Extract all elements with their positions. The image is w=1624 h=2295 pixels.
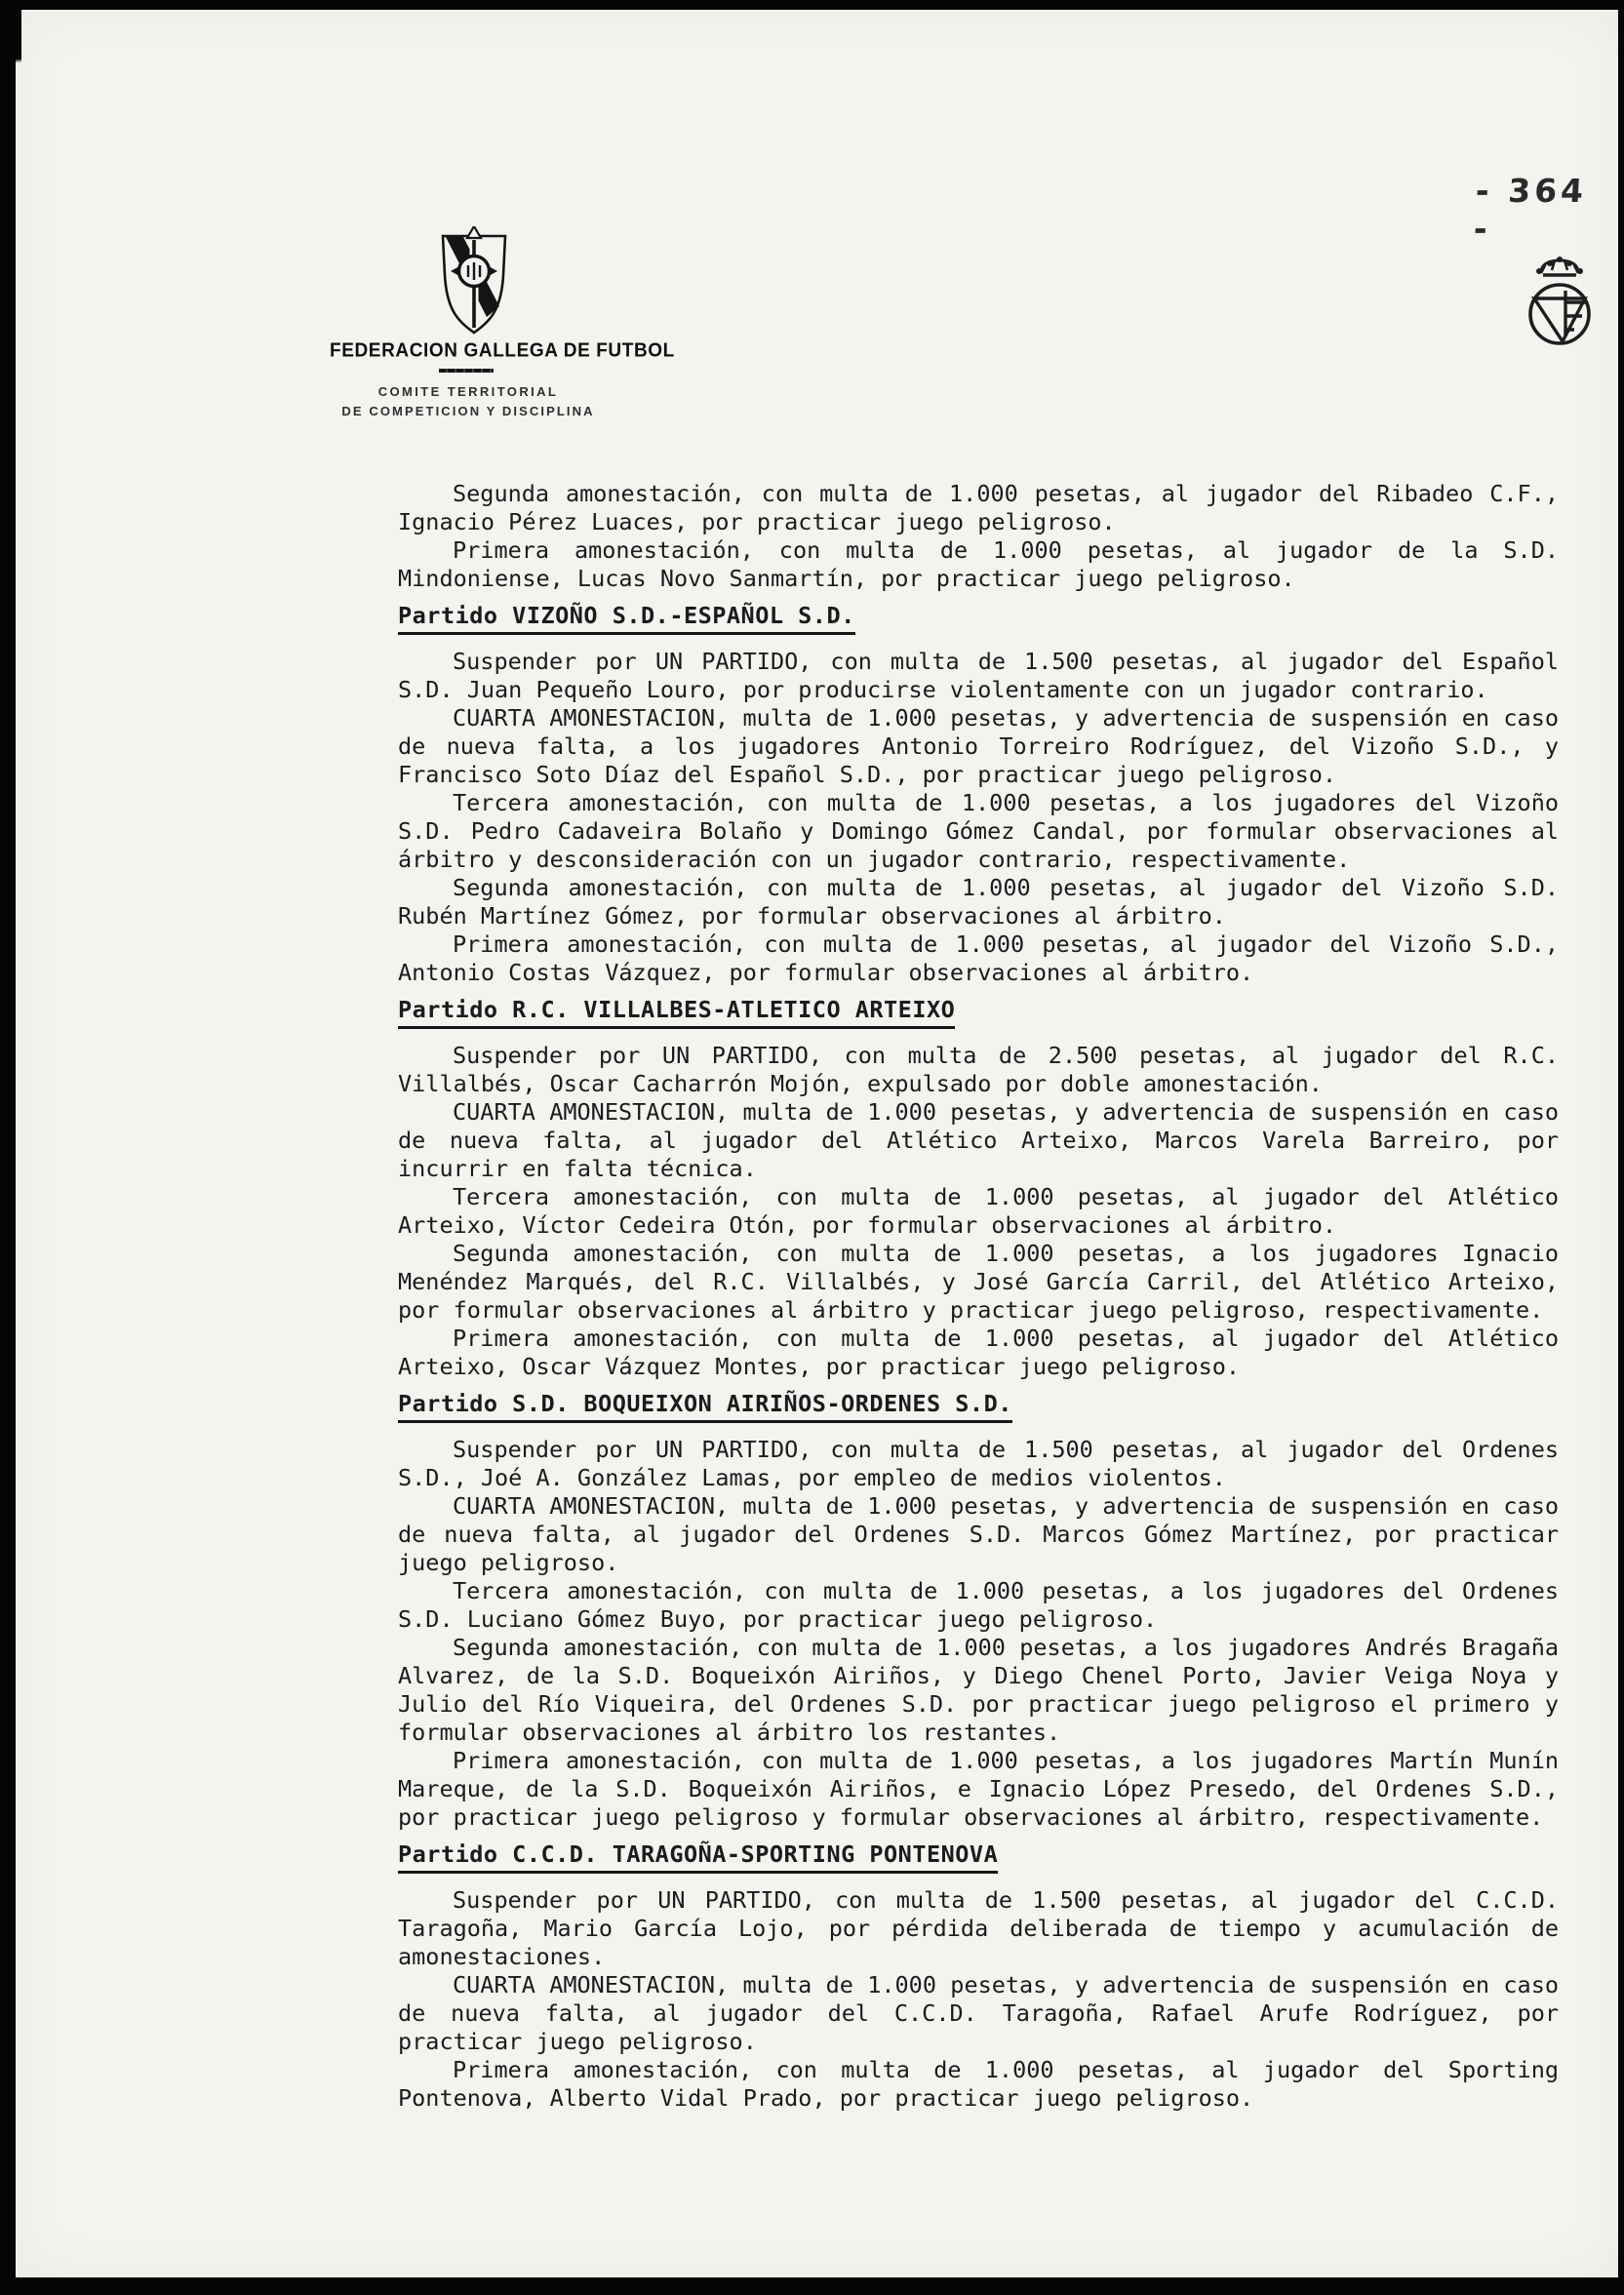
- paragraph: Segunda amonestación, con multa de 1.000 pesetas, al jugador del Vizoño S.D. Rubén Martínez Gómez, por formular observaciones al árbitro.: [398, 874, 1559, 930]
- fgf-shield-icon: [437, 226, 511, 336]
- paragraph: Primera amonestación, con multa de 1.000 pesetas, a los jugadores Martín Munín Mareque, de la S.D. Boqueixón Airiños, e Ignacio López Presedo, del Ordenes S.D., por practicar juego peligroso y formular observaciones al árbitro, respectivamente.: [398, 1747, 1559, 1831]
- paragraph: Suspender por UN PARTIDO, con multa de 1.500 pesetas, al jugador del Ordenes S.D., Joé A. González Lamas, por empleo de medios violentos.: [398, 1436, 1559, 1491]
- paragraph: CUARTA AMONESTACION, multa de 1.000 pesetas, y advertencia de suspensión en caso de nueva falta, al jugador del Ordenes S.D. Marcos Gómez Martínez, por practicar juego peligroso.: [398, 1492, 1559, 1576]
- paragraph: Primera amonestación, con multa de 1.000 pesetas, al jugador del Atlético Arteixo, Oscar Vázquez Montes, por practicar juego peligroso.: [398, 1325, 1559, 1380]
- paragraph: CUARTA AMONESTACION, multa de 1.000 pesetas, y advertencia de suspensión en caso de nueva falta, al jugador del Atlético Arteixo, Marcos Varela Barreiro, por incurrir en falta técnica.: [398, 1098, 1559, 1182]
- paragraph: Segunda amonestación, con multa de 1.000 pesetas, a los jugadores Andrés Bragaña Alvarez, de la S.D. Boqueixón Airiños, y Diego Chenel Porto, Javier Veiga Noya y Julio del Río Viqueira, del Ordenes S.D. por practicar juego peligroso el primero y formular observaciones al árbitro los restantes.: [398, 1634, 1559, 1746]
- section-taragona-pontenova: [398, 1840, 1559, 2113]
- org-name: FEDERACION GALLEGA DE FUTBOL: [330, 339, 675, 362]
- document-body: [398, 480, 1559, 2113]
- match-heading: Partido VIZOÑO S.D.-ESPAÑOL S.D.: [398, 602, 1559, 635]
- paragraph: Suspender por UN PARTIDO, con multa de 1.500 pesetas, al jugador del C.C.D. Taragoña, Mario García Lojo, por pérdida deliberada de tiempo y acumulación de amonestaciones.: [398, 1886, 1559, 1970]
- committee-block: [310, 384, 626, 418]
- page-number: - 364 -: [1472, 172, 1589, 248]
- paragraph: Tercera amonestación, con multa de 1.000 pesetas, al jugador del Atlético Arteixo, Víctor Cedeira Otón, por formular observaciones al árbitro.: [398, 1183, 1559, 1239]
- paragraph: Tercera amonestación, con multa de 1.000 pesetas, a los jugadores del Ordenes S.D. Luciano Gómez Buyo, por practicar juego peligroso.: [398, 1577, 1559, 1633]
- rfef-crest-icon: [1525, 252, 1594, 351]
- paragraph: Suspender por UN PARTIDO, con multa de 1.500 pesetas, al jugador del Español S.D. Juan Pequeño Louro, por producirse violentamente con un jugador contrario.: [398, 648, 1559, 703]
- section-intro: [398, 480, 1559, 593]
- paper: [16, 10, 1618, 2277]
- committee-line2: DE COMPETICION Y DISCIPLINA: [341, 404, 595, 418]
- header-divider: [439, 369, 494, 373]
- section-boqueixon-ordenes: [398, 1390, 1559, 1832]
- paragraph: Primera amonestación, con multa de 1.000 pesetas, al jugador del Sporting Pontenova, Alberto Vidal Prado, por practicar juego peligroso.: [398, 2056, 1559, 2112]
- paragraph: Segunda amonestación, con multa de 1.000 pesetas, al jugador del Ribadeo C.F., Ignacio Pérez Luaces, por practicar juego peligroso.: [398, 480, 1559, 535]
- paragraph: Suspender por UN PARTIDO, con multa de 2.500 pesetas, al jugador del R.C. Villalbés, Oscar Cacharrón Mojón, expulsado por doble amonestación.: [398, 1042, 1559, 1097]
- section-villalbes-arteixo: [398, 996, 1559, 1381]
- paragraph: CUARTA AMONESTACION, multa de 1.000 pesetas, y advertencia de suspensión en caso de nueva falta, al jugador del C.C.D. Taragoña, Rafael Arufe Rodríguez, por practicar juego peligroso.: [398, 1971, 1559, 2055]
- paragraph: Primera amonestación, con multa de 1.000 pesetas, al jugador de la S.D. Mindoniense, Lucas Novo Sanmartín, por practicar juego peligroso.: [398, 536, 1559, 592]
- paragraph: CUARTA AMONESTACION, multa de 1.000 pesetas, y advertencia de suspensión en caso de nueva falta, a los jugadores Antonio Torreiro Rodríguez, del Vizoño S.D., y Francisco Soto Díaz del Español S.D., por practicar juego peligroso.: [398, 704, 1559, 788]
- match-heading: Partido C.C.D. TARAGOÑA-SPORTING PONTENOVA: [398, 1840, 1559, 1874]
- paragraph: Primera amonestación, con multa de 1.000 pesetas, al jugador del Vizoño S.D., Antonio Costas Vázquez, por formular observaciones al árbitro.: [398, 930, 1559, 986]
- paragraph: Segunda amonestación, con multa de 1.000 pesetas, a los jugadores Ignacio Menéndez Marqués, del R.C. Villalbés, y José García Carril, del Atlético Arteixo, por formular observaciones al árbitro y practicar juego peligroso, respectivamente.: [398, 1240, 1559, 1324]
- committee-line1: COMITE TERRITORIAL: [377, 384, 559, 399]
- match-heading: Partido S.D. BOQUEIXON AIRIÑOS-ORDENES S.D.: [398, 1390, 1559, 1423]
- section-vizono-espanol: [398, 602, 1559, 987]
- match-heading: Partido R.C. VILLALBES-ATLETICO ARTEIXO: [398, 996, 1559, 1029]
- paragraph: Tercera amonestación, con multa de 1.000 pesetas, a los jugadores del Vizoño S.D. Pedro Cadaveira Bolaño y Domingo Gómez Candal, por formular observaciones al árbitro y desconsideración con un jugador contrario, respectivamente.: [398, 789, 1559, 873]
